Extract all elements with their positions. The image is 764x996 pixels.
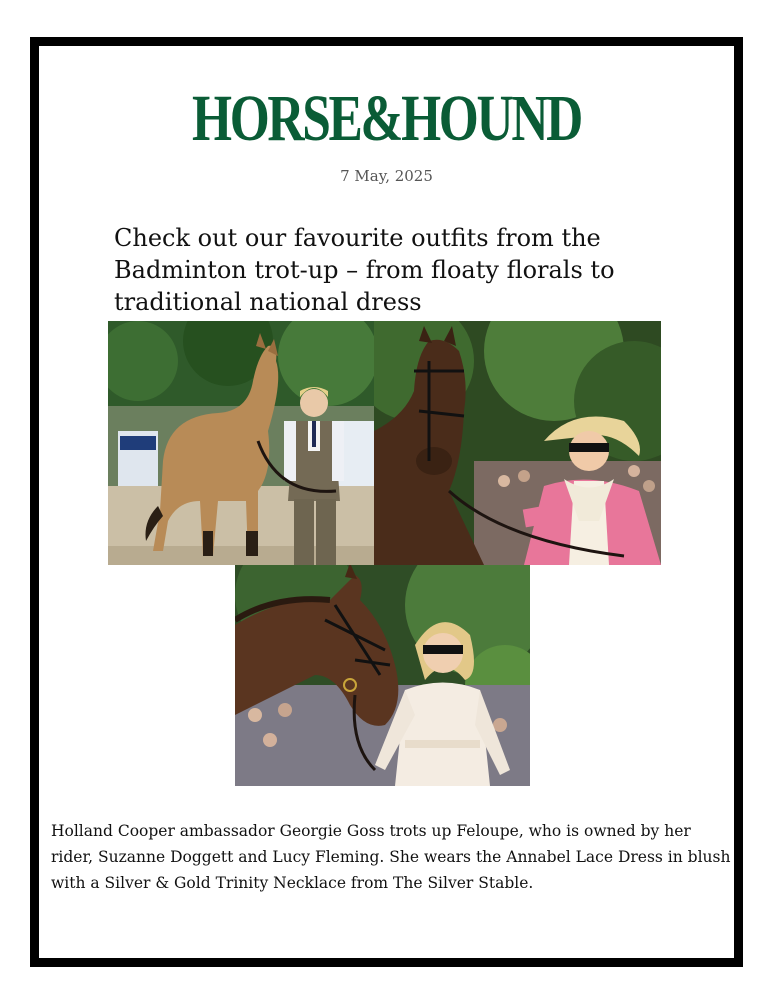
brand-logo[interactable] (115, 82, 657, 155)
article-card (30, 37, 743, 967)
article-headline: Check out our favourite outfits from the Badminton trot-up – from floaty florals to traditional national dress (114, 224, 615, 316)
photo-rider-tweed-dun-horse (108, 321, 374, 565)
photo-rider-lace-dress-bay-horse (235, 565, 530, 786)
photo-rider-pink-jacket-bay-horse (374, 321, 661, 565)
brand-logo-text: HORSE&HOUND (191, 82, 582, 155)
photo-caption: Holland Cooper ambassador Georgie Goss trots up Feloupe, who is owned by her rider, Suzanne Doggett and Lucy Fleming. She wears the Annabel Lace Dress in blush with a Silver & Gold Trinity Necklace from The Silver Stable. (51, 822, 731, 892)
article-date: 7 May, 2025 (340, 167, 433, 185)
